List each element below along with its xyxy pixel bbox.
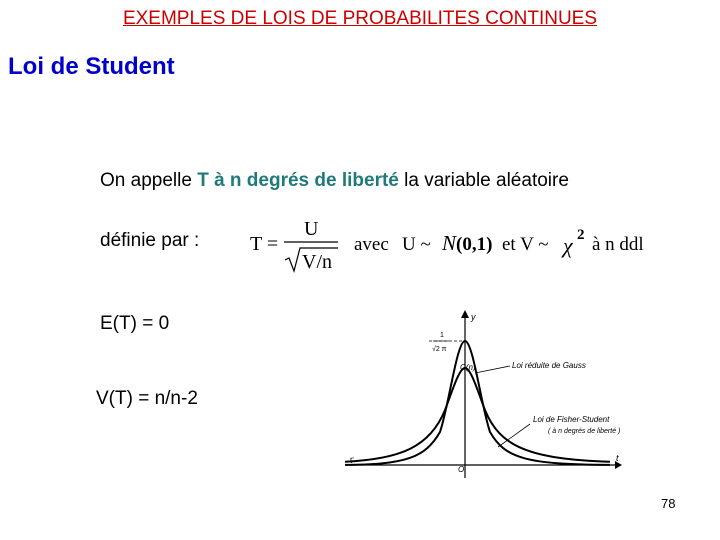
- formula-denominator: V/n: [302, 251, 332, 273]
- formula-numerator: U: [304, 218, 319, 240]
- formula-lhs: T =: [250, 233, 279, 255]
- section-title: Loi de Student: [8, 53, 175, 80]
- formula-normal-symbol: N: [442, 231, 457, 255]
- definition-prefix: On appelle: [100, 170, 198, 191]
- origin-label: O: [458, 465, 465, 474]
- formula-u-part: U ~: [402, 234, 431, 255]
- student-formula: [250, 218, 670, 278]
- density-figure: [340, 300, 660, 490]
- expectation-text: E(T) = 0: [100, 313, 170, 334]
- definition-highlight: T à n degrés de liberté: [197, 170, 399, 191]
- definition-line: [100, 170, 569, 192]
- x-axis-neg-label: t': [350, 456, 354, 465]
- formula-et: et V ~: [502, 234, 549, 255]
- y-axis-arrow: [461, 310, 469, 318]
- gauss-label: Loi réduite de Gauss: [512, 361, 586, 370]
- gauss-curve: [345, 341, 610, 465]
- gauss-leader: [475, 366, 510, 373]
- x-axis-label: t: [616, 453, 619, 463]
- peak-label-num: 1: [440, 332, 444, 339]
- formula-tail: à n ddl: [592, 234, 644, 255]
- peak-label-den: √2 π: [432, 346, 447, 353]
- defined-by-label: définie par :: [100, 230, 200, 251]
- variance-text: V(T) = n/n-2: [96, 388, 198, 409]
- student-sublabel: ( à n degrés de liberté ): [548, 428, 621, 435]
- definition-suffix: la variable aléatoire: [398, 170, 569, 191]
- formula-chi: χ: [563, 233, 573, 258]
- formula-avec: avec: [354, 234, 389, 255]
- student-label: Loi de Fisher-Student: [533, 415, 610, 424]
- page-number: 78: [661, 496, 676, 511]
- formula-normal-params: (0,1): [456, 234, 493, 255]
- y-axis-label: y: [471, 312, 476, 322]
- formula-chi-exponent: 2: [577, 227, 585, 243]
- student-peak-label: C(n): [460, 363, 476, 372]
- page-title: EXEMPLES DE LOIS DE PROBABILITES CONTINUES: [122, 8, 598, 29]
